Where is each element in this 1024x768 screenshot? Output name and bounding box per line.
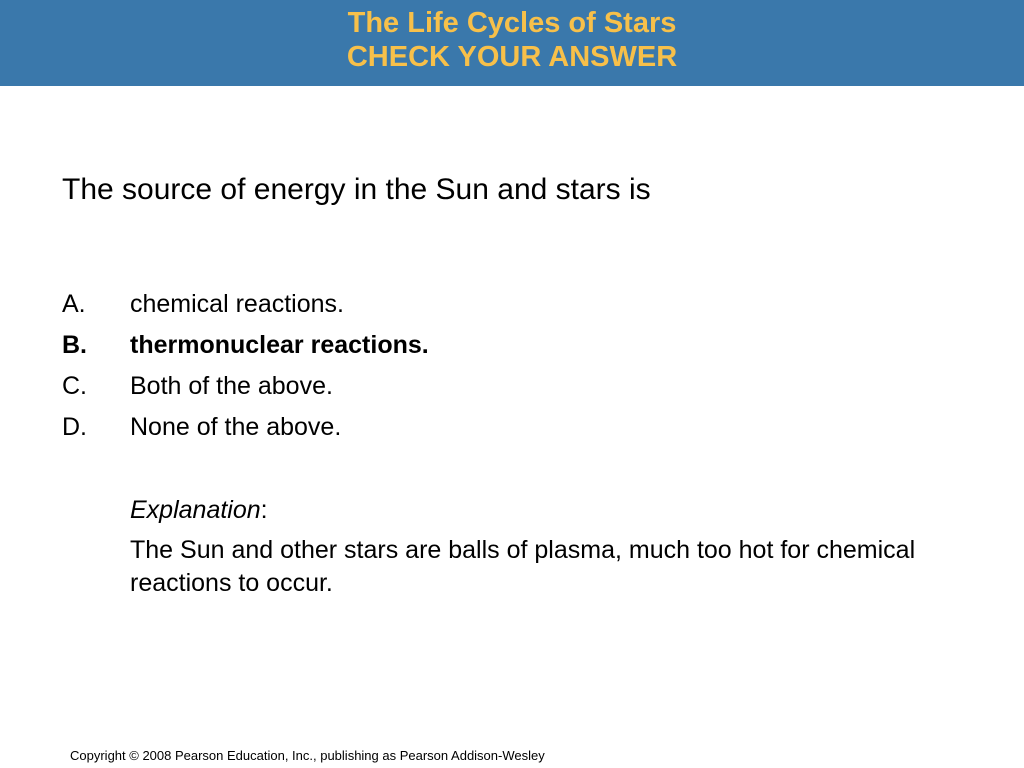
option-letter: A.	[62, 290, 86, 318]
option-letter: C.	[62, 372, 87, 400]
explanation-colon: :	[260, 496, 268, 524]
question-text: The source of energy in the Sun and stars is	[62, 173, 651, 206]
slide-title: The Life Cycles of Stars	[347, 7, 677, 39]
option-text: None of the above.	[130, 413, 342, 441]
option-letter: B.	[62, 331, 87, 359]
explanation-label: Explanation	[130, 496, 261, 524]
option-text: thermonuclear reactions.	[130, 331, 429, 359]
slide-subtitle: CHECK YOUR ANSWER	[346, 41, 678, 73]
answer-options	[62, 287, 962, 451]
explanation-text: The Sun and other stars are balls of plasma, much too hot for chemical reactions to occur.	[130, 536, 916, 597]
option-c	[62, 369, 962, 410]
option-text: chemical reactions.	[130, 290, 344, 318]
option-b	[62, 328, 962, 369]
option-d	[62, 410, 962, 451]
explanation-heading	[130, 493, 950, 527]
option-a	[62, 287, 962, 328]
explanation-block	[130, 493, 950, 600]
option-text: Both of the above.	[130, 372, 333, 400]
copyright-footer: Copyright © 2008 Pearson Education, Inc., publishing as Pearson Addison-Wesley	[70, 748, 545, 763]
slide-header	[0, 0, 1024, 86]
option-letter: D.	[62, 413, 87, 441]
